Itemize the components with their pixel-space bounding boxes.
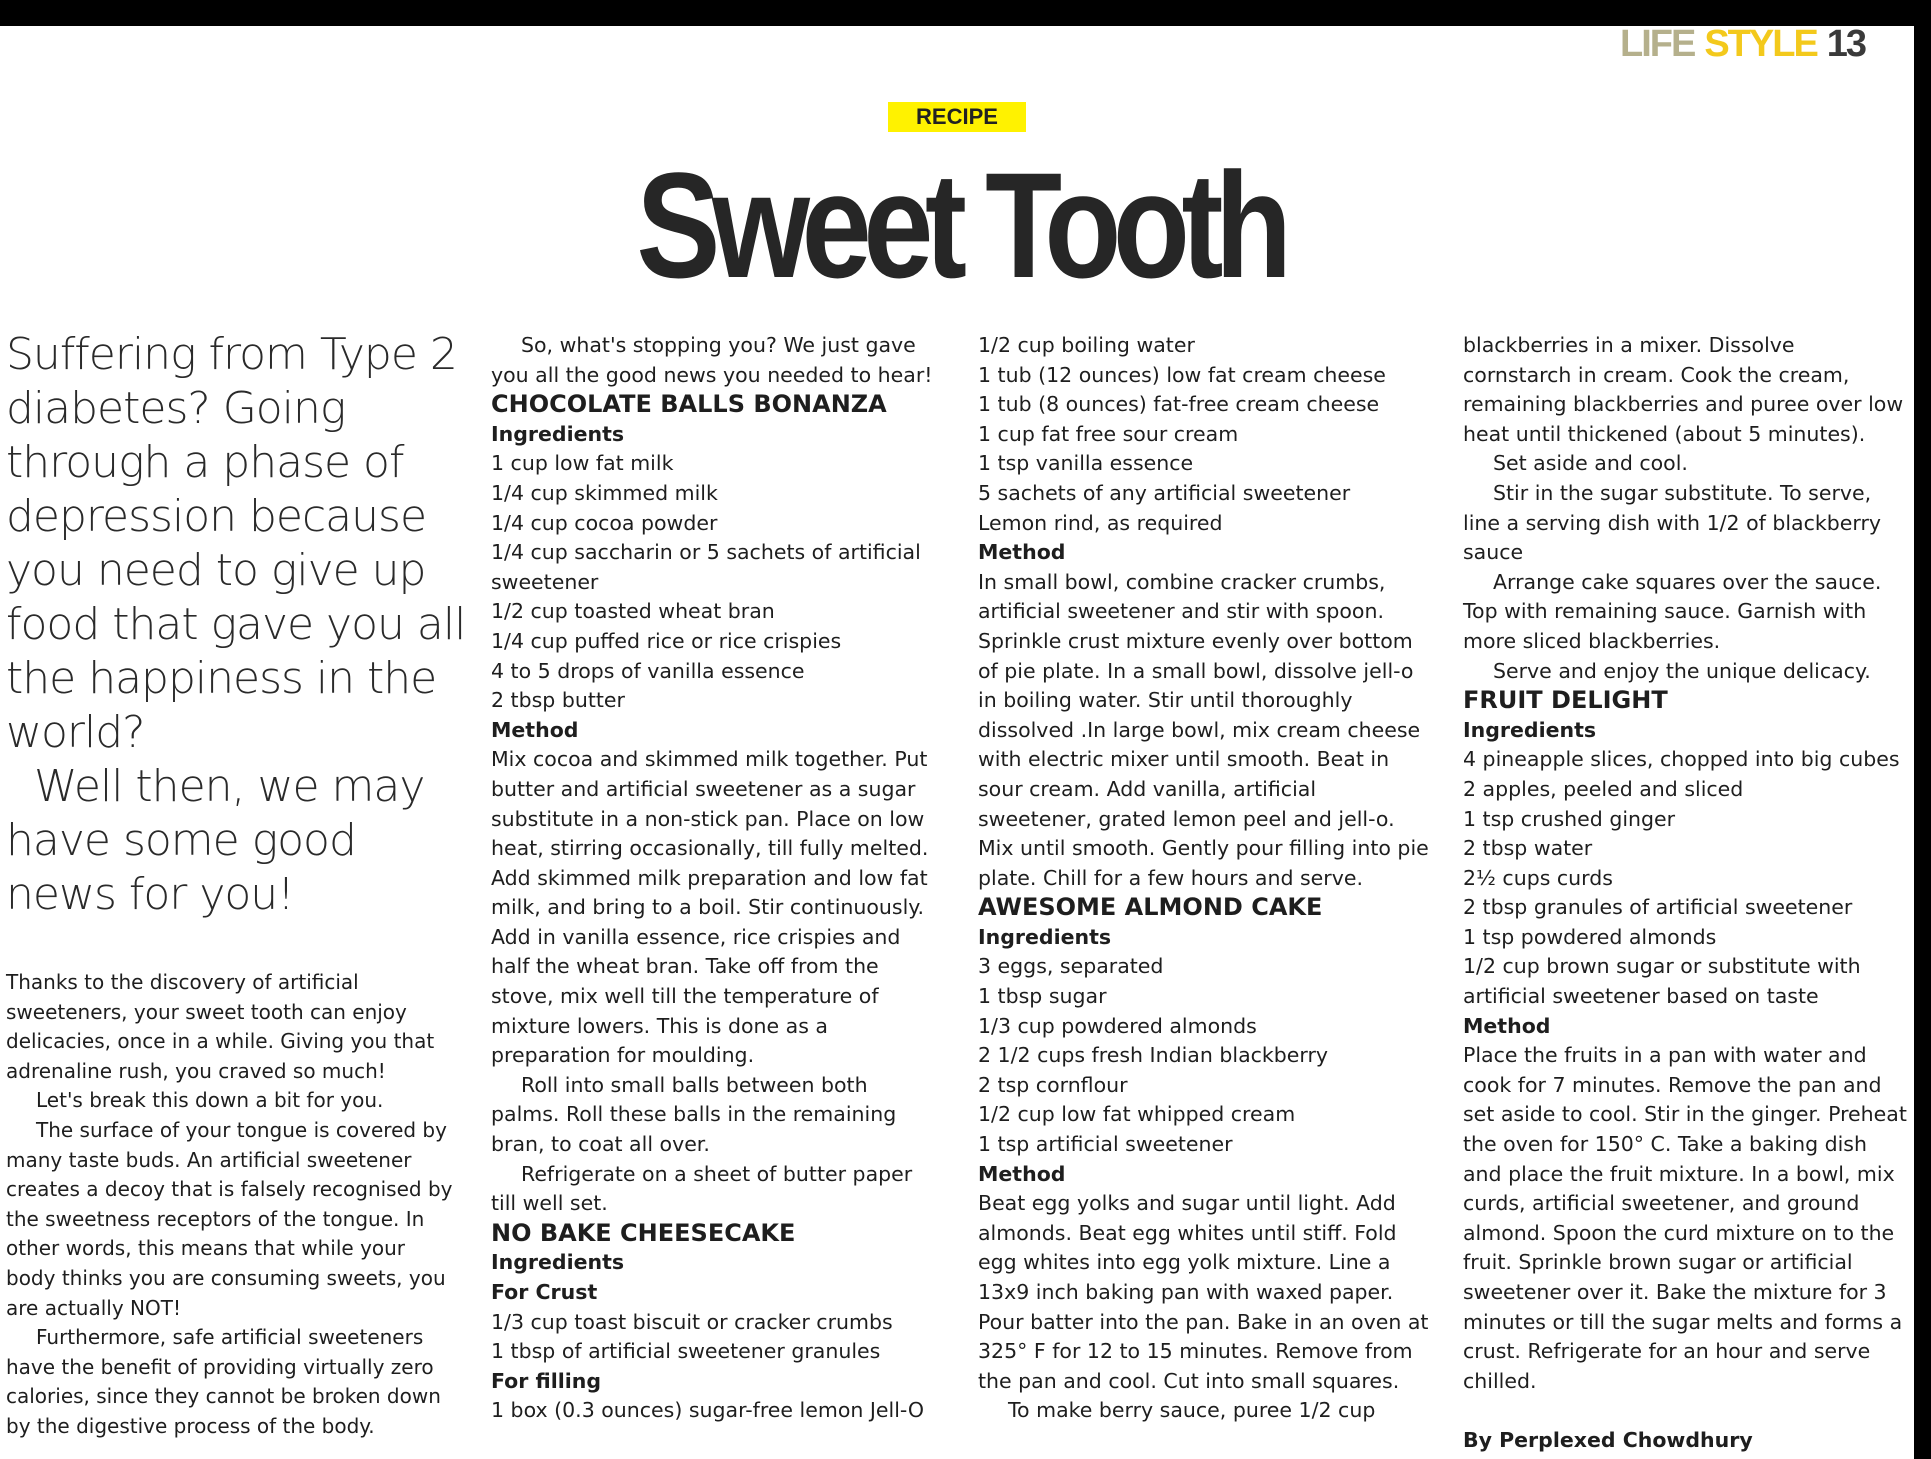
- body-column-1: [6, 968, 456, 1442]
- ingredient-item: 1 cup low fat milk: [491, 451, 674, 476]
- method-heading: Method: [978, 540, 1066, 565]
- body-paragraph: Thanks to the discovery of artificial sweeteners, your sweet tooth can enjoy delicacies, once in a while. Giving you that adrenaline rush, you craved so much!: [6, 970, 435, 1083]
- body-column-4: [1463, 331, 1908, 1456]
- ingredient-item: 1 cup fat free sour cream: [978, 421, 1239, 446]
- ingredient-item: 1/2 cup toasted wheat bran: [491, 599, 775, 624]
- method-paragraph: Refrigerate on a sheet of butter paper till well set.: [491, 1161, 913, 1216]
- ingredient-item: 1/4 cup puffed rice or rice crispies: [491, 628, 842, 653]
- method-paragraph: Arrange cake squares over the sauce. Top with remaining sauce. Garnish with more sliced blackberries.: [1463, 569, 1882, 653]
- body-paragraph: The surface of your tongue is covered by many taste buds. An artificial sweetener creates a decoy that is falsely recognised by the sweetness receptors of the tongue. In other words, this means that while your body thinks you are consuming sweets, you are actually NOT!: [6, 1117, 453, 1320]
- ingredient-item: 3 eggs, separated: [978, 954, 1164, 979]
- ingredient-item: 1/2 cup brown sugar or substitute with artificial sweetener based on taste: [1463, 954, 1861, 1009]
- ingredient-item: 1 tub (12 ounces) low fat cream cheese: [978, 362, 1386, 387]
- ingredient-item: 1 tsp vanilla essence: [978, 451, 1194, 476]
- ingredient-item: Lemon rind, as required: [978, 510, 1223, 535]
- intro-paragraph: Well then, we may have some good news for you!: [6, 761, 425, 920]
- ingredient-item: 1 tbsp of artificial sweetener granules: [491, 1339, 881, 1364]
- body-paragraph: Let's break this down a bit for you.: [36, 1088, 384, 1113]
- method-paragraph: Set aside and cool.: [1493, 451, 1688, 476]
- ingredient-item: 4 pineapple slices, chopped into big cubes: [1463, 747, 1900, 772]
- ingredient-item: 4 to 5 drops of vanilla essence: [491, 658, 805, 683]
- author-byline: By Perplexed Chowdhury: [1463, 1428, 1753, 1453]
- article-title: Sweet Tooth: [636, 141, 1284, 309]
- recipe-title-fruit-delight: FRUIT DELIGHT: [1463, 686, 1668, 715]
- method-paragraph: Place the fruits in a pan with water and cook for 7 minutes. Remove the pan and set aside to cool. Stir in the ginger. Preheat the oven for 150° C. Take a baking dish and place the fruit mixture. In a bowl, mix curds, artificial sweetener, and ground almond. Spoon the curd mixture on to the fruit. Sprinkle brown sugar or artificial sweetener over it. Bake the mixture for 3 minutes or till the sugar melts and forms a crust. Refrigerate for an hour and serve chilled.: [1463, 1043, 1907, 1393]
- method-paragraph: In small bowl, combine cracker crumbs, artificial sweetener and stir with spoon. Sprinkle crust mixture evenly over bottom of pie plate. In a small bowl, dissolve jell-o in boiling water. Stir until thoroughly dissolved .In large bowl, mix cream cheese with electric mixer until smooth. Beat in sour cream. Add vanilla, artificial sweetener, grated lemon peel and jell-o. Mix until smooth. Gently pour filling into pie plate. Chill for a few hours and serve.: [978, 569, 1429, 890]
- ingredient-item: 1/4 cup skimmed milk: [491, 480, 718, 505]
- ingredient-item: 1/3 cup powdered almonds: [978, 1013, 1257, 1038]
- body-column-2: [491, 331, 936, 1426]
- method-paragraph: Stir in the sugar substitute. To serve, line a serving dish with 1/2 of blackberry sauce: [1463, 480, 1882, 565]
- intro-paragraph: Suffering from Type 2 diabetes? Going through a phase of depression because you need to give up food that gave you all the happiness in the world?: [6, 329, 466, 758]
- ingredient-item: 2½ cups curds: [1463, 865, 1613, 890]
- ingredient-item: 2 1/2 cups fresh Indian blackberry: [978, 1043, 1329, 1068]
- page-folio: [1620, 24, 1865, 64]
- ingredient-item: 1/4 cup cocoa powder: [491, 510, 718, 535]
- section-name-style: STYLE: [1704, 23, 1817, 65]
- method-paragraph: Beat egg yolks and sugar until light. Add almonds. Beat egg whites until stiff. Fold egg whites into egg yolk mixture. Line a 13x9 inch baking pan with waxed paper. Pour batter into the pan. Bake in an oven at 325° F for 12 to 15 minutes. Remove from the pan and cool. Cut into small squares.: [978, 1191, 1429, 1393]
- ingredients-heading: Ingredients: [491, 421, 625, 446]
- method-paragraph: To make berry sauce, puree 1/2 cup: [1008, 1398, 1376, 1423]
- crust-heading: For Crust: [491, 1280, 598, 1304]
- ingredient-item: 5 sachets of any artificial sweetener: [978, 480, 1351, 505]
- ingredients-heading: Ingredients: [491, 1250, 625, 1275]
- section-name-life: LIFE: [1620, 23, 1695, 65]
- body-paragraph: Furthermore, safe artificial sweeteners have the benefit of providing virtually zero calories, since they cannot be broken down by the digestive process of the body.: [6, 1325, 441, 1438]
- intro-deck: [6, 328, 476, 922]
- ingredient-item: 2 tbsp butter: [491, 688, 625, 713]
- method-paragraph: blackberries in a mixer. Dissolve cornstarch in cream. Cook the cream, remaining blackberries and puree over low heat until thickened (about 5 minutes).: [1463, 333, 1904, 446]
- body-column-3: [978, 331, 1433, 1426]
- ingredient-item: 1/2 cup low fat whipped cream: [978, 1102, 1296, 1127]
- method-heading: Method: [1463, 1013, 1551, 1038]
- ingredient-item: 1/4 cup saccharin or 5 sachets of artificial sweetener: [491, 540, 921, 594]
- method-heading: Method: [978, 1161, 1066, 1186]
- ingredient-item: 1 box (0.3 ounces) sugar-free lemon Jell-O: [491, 1398, 925, 1423]
- method-paragraph: Mix cocoa and skimmed milk together. Put butter and artificial sweetener as a sugar substitute in a non-stick pan. Place on low heat, stirring occasionally, till fully melted. Add skimmed milk preparation and low fat milk, and bring to a boil. Stir continuously. Add in vanilla essence, rice crispies and half the wheat bran. Take off from the stove, mix well till the temperature of mixture lowers. This is done as a preparation for moulding.: [491, 747, 929, 1068]
- ingredient-item: 1 tsp artificial sweetener: [978, 1132, 1233, 1157]
- method-heading: Method: [491, 717, 579, 742]
- ingredient-item: 2 apples, peeled and sliced: [1463, 776, 1744, 801]
- lead-paragraph: So, what's stopping you? We just gave you all the good news you needed to hear!: [491, 333, 933, 387]
- method-paragraph: Serve and enjoy the unique delicacy.: [1493, 658, 1871, 683]
- recipe-title-chocolate-balls: CHOCOLATE BALLS BONANZA: [491, 390, 887, 419]
- ingredient-item: 2 tbsp water: [1463, 836, 1593, 861]
- recipe-title-almond-cake: AWESOME ALMOND CAKE: [978, 893, 1323, 922]
- ingredient-item: 1/2 cup boiling water: [978, 333, 1195, 357]
- ingredient-item: 2 tbsp granules of artificial sweetener: [1463, 895, 1853, 920]
- ingredient-item: 1 tsp powdered almonds: [1463, 924, 1717, 949]
- ingredient-item: 2 tsp cornflour: [978, 1072, 1128, 1097]
- method-paragraph: Roll into small balls between both palms. Roll these balls in the remaining bran, to coat all over.: [491, 1072, 897, 1157]
- ingredient-item: 1 tbsp sugar: [978, 984, 1107, 1009]
- recipe-title-cheesecake: NO BAKE CHEESECAKE: [491, 1218, 796, 1247]
- filling-heading: For filling: [491, 1368, 602, 1393]
- right-border-bar: [1914, 0, 1931, 1459]
- ingredient-item: 1 tsp crushed ginger: [1463, 806, 1676, 831]
- recipe-tag: RECIPE: [888, 102, 1026, 132]
- ingredient-item: 1 tub (8 ounces) fat-free cream cheese: [978, 392, 1380, 417]
- ingredient-item: 1/3 cup toast biscuit or cracker crumbs: [491, 1309, 893, 1334]
- ingredients-heading: Ingredients: [978, 924, 1112, 949]
- ingredients-heading: Ingredients: [1463, 717, 1597, 742]
- page-number: 13: [1826, 23, 1866, 65]
